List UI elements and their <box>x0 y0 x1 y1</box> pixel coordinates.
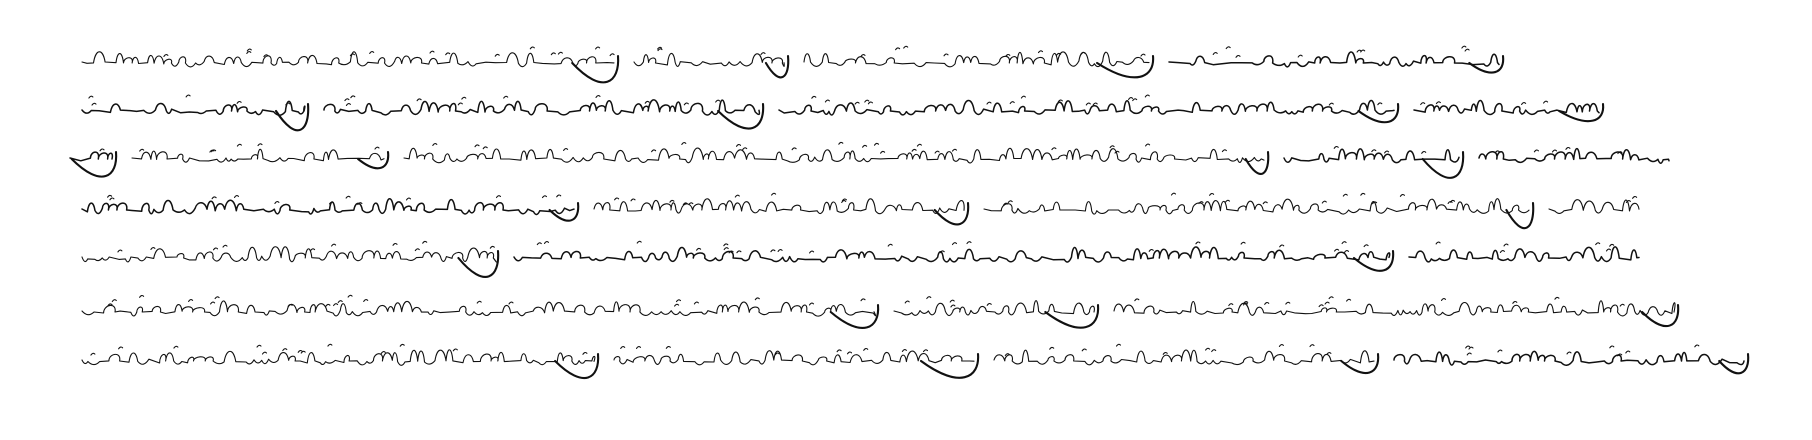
tsheg-mark <box>1500 251 1504 253</box>
tsheg-mark <box>1110 146 1114 148</box>
tsheg-mark <box>637 241 641 243</box>
tsheg-mark <box>1400 195 1404 197</box>
tsheg-mark <box>1329 297 1333 299</box>
tsheg-mark <box>694 302 698 304</box>
tsheg-mark <box>1241 242 1245 244</box>
tsheg-mark <box>1335 249 1339 251</box>
tsheg-mark <box>558 52 562 54</box>
tsheg-mark <box>775 353 779 355</box>
tsheg-mark <box>1436 102 1440 104</box>
tsheg-mark <box>987 304 991 306</box>
tsheg-mark <box>1058 100 1062 102</box>
tsheg-mark <box>351 96 355 98</box>
tsheg-mark <box>1226 200 1230 202</box>
tsheg-mark <box>311 249 315 251</box>
tsheg-mark <box>1347 299 1351 301</box>
tsheg-mark <box>927 297 931 299</box>
tsheg-mark <box>283 349 287 351</box>
tsheg-mark <box>1596 243 1600 245</box>
tsheg-mark <box>417 99 421 101</box>
tsheg-mark <box>888 244 892 246</box>
tsheg-mark <box>215 297 219 299</box>
tsheg-mark <box>381 352 385 354</box>
tsheg-mark <box>881 151 885 153</box>
tsheg-mark <box>855 102 859 104</box>
tsheg-mark <box>902 350 906 352</box>
tsheg-mark <box>110 198 114 200</box>
tsheg-mark <box>118 250 122 252</box>
tsheg-mark <box>433 144 437 146</box>
tsheg-mark <box>1226 47 1230 49</box>
tsheg-mark <box>637 347 641 349</box>
tsheg-mark <box>1385 151 1389 153</box>
tsheg-mark <box>1372 150 1376 152</box>
tsheg-mark <box>1163 353 1167 355</box>
tsheg-mark <box>189 300 193 302</box>
shad-swash <box>358 152 388 168</box>
tsheg-mark <box>530 47 534 49</box>
shad-swash <box>1097 56 1153 77</box>
tsheg-mark <box>778 250 782 252</box>
tsheg-mark <box>453 349 457 351</box>
tsheg-mark <box>100 149 104 151</box>
handwriting-stroke <box>1169 52 1499 67</box>
shad-swash <box>1423 152 1463 178</box>
handwriting-stroke <box>1409 247 1639 262</box>
tsheg-mark <box>1117 344 1121 346</box>
handwriting-stroke <box>82 52 614 67</box>
tsheg-mark <box>1172 193 1176 195</box>
shad-swash <box>831 305 878 328</box>
tsheg-mark <box>235 196 239 198</box>
tsheg-mark <box>737 251 741 253</box>
tsheg-mark <box>1146 144 1150 146</box>
tsheg-mark <box>812 96 816 98</box>
tsheg-mark <box>1082 349 1086 351</box>
tsheg-mark <box>1504 244 1508 246</box>
tsheg-mark <box>1213 53 1217 55</box>
tsheg-mark <box>697 248 701 250</box>
tsheg-mark <box>1555 297 1559 299</box>
tsheg-mark <box>1466 346 1470 348</box>
tsheg-mark <box>490 246 494 248</box>
tsheg-mark <box>1567 352 1571 354</box>
tsheg-mark <box>631 199 635 201</box>
handwriting-stroke <box>984 199 1529 214</box>
handwriting-stroke <box>82 301 876 316</box>
tsheg-mark <box>92 103 96 105</box>
tsheg-mark <box>545 242 549 244</box>
tsheg-mark <box>1212 350 1216 352</box>
tsheg-mark <box>140 296 144 298</box>
tsheg-mark <box>864 349 868 351</box>
tsheg-mark <box>610 54 614 56</box>
tsheg-mark <box>1039 51 1043 53</box>
tsheg-mark <box>1081 53 1085 55</box>
tsheg-mark <box>825 100 829 102</box>
tsheg-mark <box>1610 244 1614 246</box>
handwritten-line <box>70 142 1669 177</box>
handwriting-stroke <box>1394 351 1744 365</box>
shad-swash <box>555 354 598 378</box>
handwritten-line <box>82 193 1639 228</box>
tsheg-mark <box>1006 55 1010 57</box>
tsheg-mark <box>761 53 765 55</box>
tsheg-mark <box>400 344 404 346</box>
tsheg-mark <box>951 305 955 307</box>
handwriting-stroke <box>324 100 759 115</box>
tsheg-mark <box>953 149 957 151</box>
handwriting-stroke <box>614 351 974 365</box>
tsheg-mark <box>1135 299 1139 301</box>
tsheg-mark <box>810 251 814 253</box>
tsheg-mark <box>1462 46 1466 48</box>
shad-swash <box>766 56 788 77</box>
handwriting-stroke <box>514 247 1390 262</box>
tsheg-mark <box>1329 103 1333 105</box>
tsheg-mark <box>1566 148 1570 150</box>
tsheg-mark <box>865 100 869 102</box>
shad-swash <box>1341 354 1378 373</box>
tsheg-mark <box>151 248 155 250</box>
tsheg-mark <box>1544 101 1548 103</box>
tsheg-mark <box>477 301 481 303</box>
tsheg-mark <box>737 145 741 147</box>
handwriting-stroke <box>82 247 496 262</box>
tsheg-mark <box>364 300 368 302</box>
tsheg-mark <box>350 54 354 56</box>
tsheg-mark <box>423 241 427 243</box>
tsheg-mark <box>743 148 747 150</box>
tsheg-mark <box>810 303 814 305</box>
tsheg-mark <box>839 142 843 144</box>
tsheg-mark <box>475 145 479 147</box>
tsheg-mark <box>1442 299 1446 301</box>
handwriting-stroke <box>994 350 1374 365</box>
tsheg-mark <box>1141 54 1145 56</box>
tsheg-mark <box>904 46 908 48</box>
tsheg-mark <box>1327 353 1331 355</box>
tsheg-mark <box>348 295 352 297</box>
tsheg-mark <box>689 203 693 205</box>
tsheg-mark <box>247 49 251 51</box>
tsheg-mark <box>1695 345 1699 347</box>
tsheg-mark <box>286 103 290 105</box>
tsheg-mark <box>1265 303 1269 305</box>
tsheg-mark <box>1469 347 1473 349</box>
tsheg-mark <box>1008 201 1012 203</box>
shad-swash <box>1719 354 1748 373</box>
tsheg-mark <box>924 350 928 352</box>
tsheg-mark <box>682 143 686 145</box>
tsheg-mark <box>1129 98 1133 100</box>
tsheg-mark <box>670 200 674 202</box>
tsheg-mark <box>237 102 241 104</box>
handwritten-line <box>82 241 1639 277</box>
tsheg-mark <box>223 245 227 247</box>
tsheg-mark <box>1236 56 1240 58</box>
shad-swash <box>550 203 579 221</box>
handwritten-line <box>82 295 1678 328</box>
tsheg-mark <box>557 195 561 197</box>
tsheg-mark <box>1322 201 1326 203</box>
tsheg-mark <box>1196 242 1200 244</box>
tsheg-mark <box>1343 194 1347 196</box>
tsheg-mark <box>944 54 948 56</box>
tsheg-mark <box>346 104 350 106</box>
tsheg-mark <box>1093 103 1097 105</box>
tsheg-mark <box>1133 99 1137 101</box>
tsheg-mark <box>771 250 775 252</box>
tsheg-mark <box>1310 345 1314 347</box>
tsheg-mark <box>1222 150 1226 152</box>
tsheg-mark <box>1522 103 1526 105</box>
handwriting-stroke <box>1114 301 1675 316</box>
tsheg-mark <box>537 243 541 245</box>
shad-swash <box>935 203 968 224</box>
tsheg-mark <box>247 52 251 54</box>
tsheg-mark <box>370 52 374 54</box>
tsheg-mark <box>967 242 971 244</box>
tsheg-mark <box>326 304 330 306</box>
tsheg-mark <box>1010 102 1014 104</box>
tsheg-mark <box>1229 304 1233 306</box>
tsheg-mark <box>509 302 513 304</box>
tsheg-mark <box>792 148 796 150</box>
tsheg-mark <box>950 300 954 302</box>
tsheg-mark <box>564 149 568 151</box>
tsheg-mark <box>345 99 349 101</box>
tsheg-mark <box>258 144 262 146</box>
tsheg-mark <box>1498 350 1502 352</box>
tsheg-mark <box>1345 251 1349 253</box>
tsheg-mark <box>868 102 872 104</box>
tsheg-mark <box>1610 346 1614 348</box>
tsheg-mark <box>658 49 662 51</box>
tsheg-mark <box>415 249 419 251</box>
shad-swash <box>1506 203 1533 228</box>
tsheg-mark <box>112 300 116 302</box>
handwritten-line <box>82 344 1748 378</box>
tsheg-mark <box>863 145 867 147</box>
tsheg-mark <box>1149 250 1153 252</box>
tsheg-mark <box>430 51 434 53</box>
tsheg-mark <box>596 96 600 98</box>
tsheg-mark <box>1633 197 1637 199</box>
tsheg-mark <box>875 143 879 145</box>
tsheg-mark <box>716 100 720 102</box>
tsheg-mark <box>119 347 123 349</box>
tsheg-mark <box>214 248 218 250</box>
tsheg-mark <box>462 97 466 99</box>
handwriting-stroke <box>594 199 964 214</box>
shad-swash <box>72 152 116 177</box>
tsheg-mark <box>1513 302 1517 304</box>
handwriting-stroke <box>132 149 384 162</box>
tsheg-mark <box>543 196 547 198</box>
tsheg-mark <box>375 147 379 149</box>
tsheg-mark <box>724 248 728 250</box>
tsheg-mark <box>1421 103 1425 105</box>
tsheg-mark <box>495 54 499 56</box>
tsheg-mark <box>1451 200 1455 202</box>
tsheg-mark <box>1467 353 1471 355</box>
tsheg-mark <box>328 344 332 346</box>
tsheg-mark <box>164 55 168 57</box>
tsheg-mark <box>1620 304 1624 306</box>
tsheg-mark <box>212 197 216 199</box>
tsheg-mark <box>724 244 728 246</box>
tsheg-mark <box>393 244 397 246</box>
tsheg-mark <box>497 196 501 198</box>
tsheg-mark <box>1050 347 1054 349</box>
tsheg-mark <box>1325 302 1329 304</box>
tsheg-mark <box>645 101 649 103</box>
tsheg-mark <box>89 96 93 98</box>
tsheg-mark <box>1626 351 1630 353</box>
tsheg-mark <box>953 243 957 245</box>
tsheg-mark <box>458 103 462 105</box>
tsheg-mark <box>848 352 852 354</box>
tsheg-mark <box>583 353 587 355</box>
tsheg-mark <box>346 196 350 198</box>
tsheg-mark <box>186 95 190 97</box>
tsheg-mark <box>1364 245 1368 247</box>
tsheg-mark <box>301 351 305 353</box>
tsheg-mark <box>1286 302 1290 304</box>
tsheg-mark <box>334 304 338 306</box>
tsheg-mark <box>1361 193 1365 195</box>
handwritten-line <box>82 95 1603 130</box>
tsheg-mark <box>1210 194 1214 196</box>
tsheg-mark <box>1361 50 1365 52</box>
tsheg-mark <box>861 299 865 301</box>
tsheg-mark <box>615 198 619 200</box>
tsheg-mark <box>275 202 279 204</box>
shad-swash <box>1246 152 1269 174</box>
tsheg-mark <box>1553 150 1557 152</box>
tsheg-mark <box>211 302 215 304</box>
tsheg-mark <box>1465 49 1469 51</box>
handwritten-line <box>82 46 1503 82</box>
tsheg-mark <box>108 195 112 197</box>
tsheg-mark <box>935 151 939 153</box>
tsheg-mark <box>446 53 450 55</box>
handwriting-stroke <box>1479 149 1669 164</box>
handwriting-stroke <box>82 199 574 215</box>
handwriting-stroke <box>82 101 305 115</box>
tsheg-mark <box>1298 55 1302 57</box>
handwriting-stroke <box>404 148 1264 163</box>
tsheg-mark <box>912 149 916 151</box>
tsheg-mark <box>174 346 178 348</box>
tsheg-mark <box>684 103 688 105</box>
tsheg-mark <box>91 353 95 355</box>
tsheg-mark <box>1086 103 1090 105</box>
handwriting-stroke <box>1414 101 1599 115</box>
tsheg-mark <box>551 53 555 55</box>
tsheg-mark <box>1378 103 1382 105</box>
tsheg-mark <box>237 144 241 146</box>
tsheg-mark <box>1280 245 1284 247</box>
tsheg-mark <box>917 144 921 146</box>
tsheg-mark <box>675 304 679 306</box>
tsheg-mark <box>1206 348 1210 350</box>
tsheg-mark <box>504 96 508 98</box>
tsheg-mark <box>257 345 261 347</box>
tsheg-mark <box>1052 148 1056 150</box>
tsheg-mark <box>140 149 144 151</box>
tsheg-mark <box>1279 345 1283 347</box>
tsheg-mark <box>905 301 909 303</box>
tsheg-mark <box>332 244 336 246</box>
tsheg-mark <box>735 195 739 197</box>
tsheg-mark <box>1263 202 1267 204</box>
tsheg-mark <box>1145 95 1149 97</box>
shad-swash <box>921 354 978 378</box>
tsheg-mark <box>861 55 865 57</box>
handwriting-stroke <box>70 152 112 161</box>
tsheg-mark <box>1422 152 1426 154</box>
tsheg-mark <box>596 47 600 49</box>
handwriting-stroke <box>82 350 595 365</box>
handwriting-stroke <box>634 53 784 66</box>
tsheg-mark <box>407 198 411 200</box>
tsheg-mark <box>677 300 681 302</box>
tsheg-mark <box>896 48 900 50</box>
tsheg-mark <box>837 350 841 352</box>
tsheg-mark <box>338 301 342 303</box>
tsheg-mark <box>987 102 991 104</box>
tsheg-mark <box>263 352 267 354</box>
tsheg-mark <box>621 347 625 349</box>
tsheg-mark <box>755 298 759 300</box>
tsheg-mark <box>1334 147 1338 149</box>
shad-swash <box>572 56 618 82</box>
tsheg-mark <box>772 193 776 195</box>
tsheg-mark <box>652 150 656 152</box>
handwriting-stroke <box>1284 149 1459 163</box>
handwriting-stroke <box>804 52 1149 67</box>
tsheg-mark <box>1319 305 1323 307</box>
tsheg-mark <box>1607 249 1611 251</box>
handwriting-stroke <box>894 301 1094 316</box>
handwriting-stroke <box>1549 200 1639 214</box>
tsheg-mark <box>666 347 670 349</box>
tsheg-mark <box>483 147 487 149</box>
tsheg-mark <box>1342 242 1346 244</box>
tsheg-mark <box>1534 150 1538 152</box>
shad-swash <box>458 251 498 277</box>
tsheg-mark <box>1436 242 1440 244</box>
tsheg-mark <box>1021 96 1025 98</box>
